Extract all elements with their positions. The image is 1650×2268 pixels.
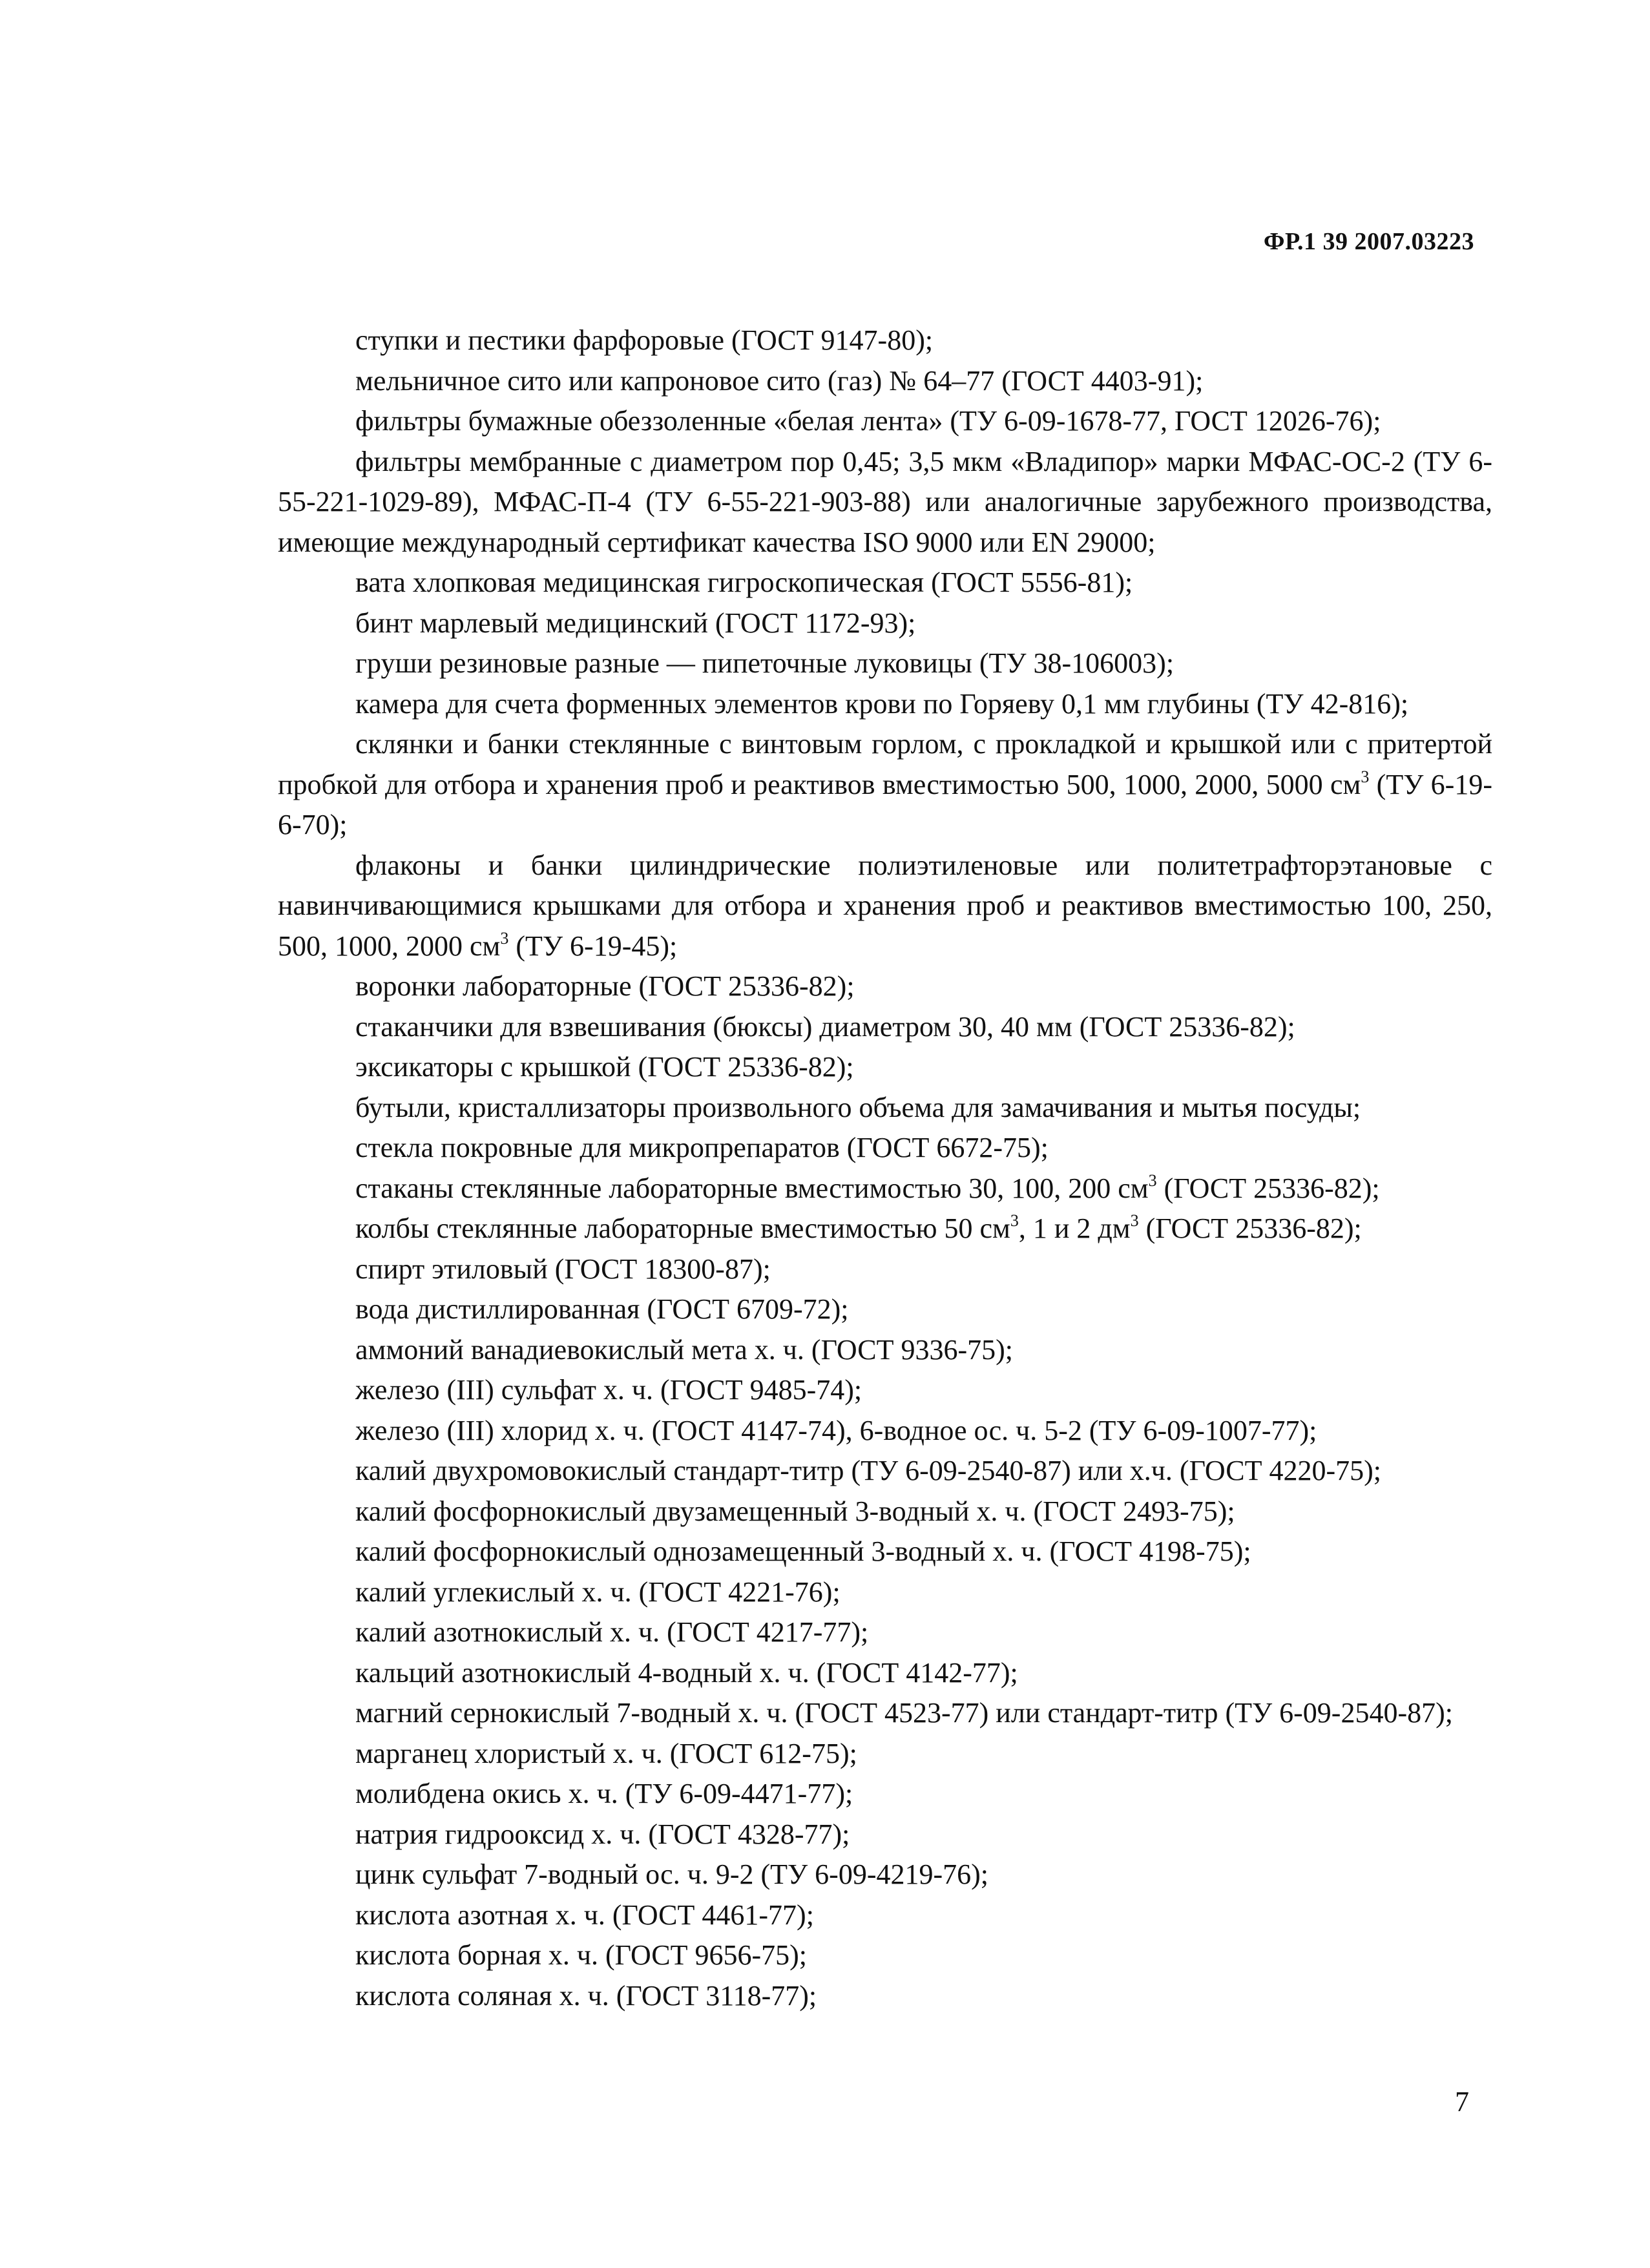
list-item: калий азотнокислый х. ч. (ГОСТ 4217-77); [355,1616,869,1648]
list-item: камера для счета форменных элементов крови по Горяеву 0,1 мм глубины (ТУ 42-816); [355,687,1409,720]
list-item: эксикаторы с крышкой (ГОСТ 25336-82); [355,1051,854,1083]
list-item: ступки и пестики фарфоровые (ГОСТ 9147-80); [355,324,934,356]
list-item: мельничное сито или капроновое сито (газ) № 64–77 (ГОСТ 4403-91); [355,364,1204,397]
list-item: кислота соляная х. ч. (ГОСТ 3118-77); [355,1979,817,2012]
list-item: железо (III) сульфат х. ч. (ГОСТ 9485-74); [355,1374,862,1406]
list-item: колбы стеклянные лабораторные вместимостью 50 $см^3$, 1 и 2 $дм^3$ (ГОСТ 25336-82); [355,1211,1362,1244]
list-item: кислота борная х. ч. (ГОСТ 9656-75); [355,1939,808,1971]
list-item: бутыли, кристаллизаторы произвольного объема для замачивания и мытья посуды; [355,1091,1361,1123]
list-item: спирт этиловый (ГОСТ 18300-87); [355,1253,771,1285]
list-item: натрия гидрооксид х. ч. (ГОСТ 4328-77); [355,1818,850,1850]
materials-list [278,320,1492,2016]
list-item: цинк сульфат 7-водный ос. ч. 9-2 (ТУ 6-09-4219-76); [355,1858,989,1890]
list-item: калий углекислый х. ч. (ГОСТ 4221-76); [355,1576,841,1608]
page-number: 7 [1455,2086,1469,2117]
list-item: вата хлопковая медицинская гигроскопическая (ГОСТ 5556-81); [355,567,1133,598]
list-item: склянки и банки стеклянные с винтовым горлом, с прокладкой и крышкой или с притертой пробкой для отбора и хранения проб и реактивов вместимостью 500, 1000, 2000, 5000 $см^3$ (ТУ 6-19-6-70); [278,728,1492,840]
list-item: калий фосфорнокислый двузамещенный 3-водный х. ч. (ГОСТ 2493-75); [355,1495,1235,1527]
list-item: железо (III) хлорид х. ч. (ГОСТ 4147-74), 6-водное ос. ч. 5-2 (ТУ 6-09-1007-77); [355,1414,1317,1446]
list-item: кальций азотнокислый 4-водный х. ч. (ГОСТ 4142-77); [355,1656,1018,1689]
list-item: флаконы и банки цилиндрические полиэтиленовые или политетрафторэтановые с навинчивающимися крышками для отбора и хранения проб и реактивов вместимостью 100, 250, 500, 1000, 2000 $см^3$ (ТУ 6-19-45); [278,849,1492,962]
list-item: калий двухромовокислый стандарт-титр (ТУ 6-09-2540-87) или х.ч. (ГОСТ 4220-75); [355,1455,1381,1486]
list-item: аммоний ванадиевокислый мета х. ч. (ГОСТ 9336-75); [355,1333,1013,1366]
list-item: калий фосфорнокислый однозамещенный 3-водный х. ч. (ГОСТ 4198-75); [355,1535,1251,1567]
list-item: фильтры бумажные обеззоленные «белая лента» (ТУ 6-09-1678-77, ГОСТ 12026-76); [355,405,1381,437]
list-item: магний сернокислый 7-водный х. ч. (ГОСТ 4523-77) или стандарт-титр (ТУ 6-09-2540-87); [355,1697,1453,1729]
list-item: молибдена окись х. ч. (ТУ 6-09-4471-77); [355,1778,853,1809]
list-item: стаканы стеклянные лабораторные вместимостью 30, 100, 200 $см^3$ (ГОСТ 25336-82); [355,1170,1380,1204]
document-code: ФР.1 39 2007.03223 [1263,228,1474,255]
list-item: груши резиновые разные — пипеточные луковицы (ТУ 38-106003); [355,647,1175,679]
list-item: стекла покровные для микропрепаратов (ГОСТ 6672-75); [355,1132,1049,1163]
list-item: стаканчики для взвешивания (бюксы) диаметром 30, 40 мм (ГОСТ 25336-82); [355,1010,1295,1043]
list-item: фильтры мембранные с диаметром пор 0,45; 3,5 мкм «Владипор» марки МФАС-ОС-2 (ТУ 6-55-221-1029-89), МФАС-П-4 (ТУ 6-55-221-903-88) или аналогичные зарубежного производства, имеющие международный сертификат качества ISO 9000 или EN 29000; [278,445,1492,558]
list-item: марганец хлористый х. ч. (ГОСТ 612-75); [355,1737,857,1769]
list-item: кислота азотная х. ч. (ГОСТ 4461-77); [355,1899,814,1931]
list-item: бинт марлевый медицинский (ГОСТ 1172-93); [355,607,916,639]
list-item: вода дистиллированная (ГОСТ 6709-72); [355,1293,849,1325]
list-item: воронки лабораторные (ГОСТ 25336-82); [355,970,855,1002]
